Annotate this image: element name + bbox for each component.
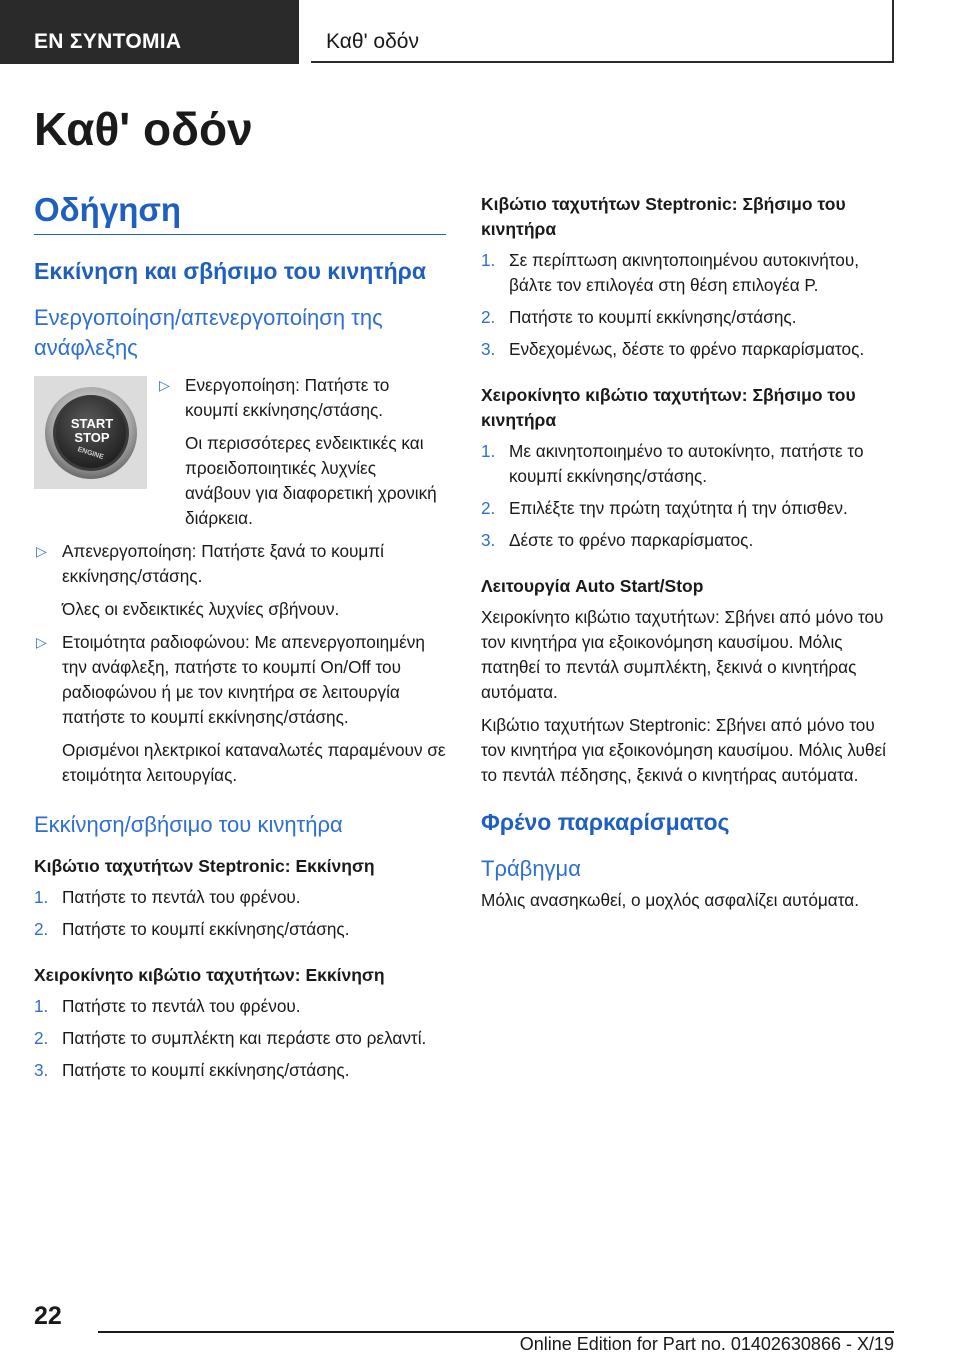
step-number: 1. [481, 441, 496, 461]
step-item [481, 305, 897, 330]
heading-pull: Τράβηγμα [481, 856, 581, 881]
step-item [481, 528, 897, 553]
bullet-text-note: Όλες οι ενδεικτικές λυχνίες σβήνουν. [62, 599, 340, 619]
step-text: Πατήστε το κουμπί εκκίνησης/στάσης. [62, 919, 350, 939]
manual-stop-steps [481, 439, 897, 553]
step-item [481, 337, 897, 362]
bullet-text-note: Ορισμένοι ηλεκτρικοί καταναλωτές παραμένουν σε ετοιμότητα λειτουργίας. [62, 740, 446, 785]
manual-start-steps [34, 994, 446, 1083]
step-item [34, 1058, 446, 1083]
step-item [481, 439, 897, 489]
heading-auto-start-stop: Λειτουργία Auto Start/Stop [481, 576, 704, 596]
ignition-bullet-list-b [34, 539, 446, 788]
step-text: Δέστε το φρένο παρκαρίσματος. [509, 530, 754, 550]
header-section-tab[interactable] [0, 0, 299, 64]
auto-start-stop-steptronic-text: Κιβώτιο ταχυτήτων Steptronic: Σβήνει από μόνο του τον κινητήρα για εξοικονόμηση καυσίμου. Μόλις λυθεί το πεντάλ πέδησης, ξεκινά ο κινητήρας αυτόματα. [481, 715, 886, 785]
step-item [34, 994, 446, 1019]
bullet-text: Ετοιμότητα ραδιοφώνου: Με απενεργοποιημένη την ανάφλεξη, πατήστε το κουμπί On/Off του ραδιοφώνου ή με τον κινητήρα σε λειτουργία πατήστε το κουμπί εκκίνησης/στάσης. [62, 632, 425, 727]
step-item [34, 885, 446, 910]
steptronic-start-steps [34, 885, 446, 942]
heading-steptronic-start: Κιβώτιο ταχυτήτων Steptronic: Εκκίνηση [34, 856, 375, 876]
bullet-triangle-icon: ▷ [159, 377, 170, 393]
bullet-triangle-icon: ▷ [36, 543, 47, 559]
heading-manual-stop: Χειροκίνητο κιβώτιο ταχυτήτων: Σβήσιμο του κινητήρα [481, 385, 856, 430]
step-text: Πατήστε το κουμπί εκκίνησης/στάσης. [62, 1060, 350, 1080]
heading-steptronic-stop: Κιβώτιο ταχυτήτων Steptronic: Σβήσιμο του κινητήρα [481, 194, 846, 239]
bullet-text: Ενεργοποίηση: Πατήστε το κουμπί εκκίνησης/στάσης. [185, 375, 390, 420]
step-text: Πατήστε το πεντάλ του φρένου. [62, 887, 301, 907]
right-column [481, 192, 897, 921]
step-text: Πατήστε το συμπλέκτη και περάστε στο ρελαντί. [62, 1028, 427, 1048]
page-number: 22 [34, 1302, 62, 1330]
step-number: 1. [34, 887, 49, 907]
step-item [481, 248, 897, 298]
heading-engine-start-stop: Εκκίνηση και σβήσιμο του κινητήρα [34, 258, 427, 284]
auto-start-stop-manual-text: Χειροκίνητο κιβώτιο ταχυτήτων: Σβήνει από μόνο του τον κινητήρα για εξοικονόμηση καυσίμου. Μόλις πατηθεί το πεντάλ συμπλέκτη, ξεκινά ο κινητήρας αυτόματα. [481, 607, 884, 702]
step-number: 3. [481, 530, 496, 550]
step-number: 2. [481, 498, 496, 518]
step-text: Επιλέξτε την πρώτη ταχύτητα ή την όπισθεν. [509, 498, 848, 518]
step-number: 3. [34, 1060, 49, 1080]
step-item [34, 1026, 446, 1051]
pull-text: Μόλις ανασηκωθεί, ο μοχλός ασφαλίζει αυτόματα. [481, 890, 860, 910]
left-column [34, 190, 446, 1090]
button-label-engine: ENGINE [76, 445, 104, 461]
step-text: Ενδεχομένως, δέστε το φρένο παρκαρίσματος. [509, 339, 865, 359]
bullet-item-deactivation [34, 539, 446, 622]
page-title: Καθ' οδόν [34, 103, 253, 155]
bullet-item-radio-ready [34, 630, 446, 788]
heading-manual-start: Χειροκίνητο κιβώτιο ταχυτήτων: Εκκίνηση [34, 965, 385, 985]
header-chapter-label: Καθ' οδόν [326, 30, 419, 53]
step-item [34, 917, 446, 942]
section-title-driving: Οδήγηση [34, 190, 446, 235]
step-number: 2. [34, 919, 49, 939]
bullet-triangle-icon: ▷ [36, 634, 47, 650]
header-chapter-tab[interactable] [311, 0, 894, 63]
step-text: Με ακινητοποιημένο το αυτοκίνητο, πατήστε το κουμπί εκκίνησης/στάσης. [509, 441, 864, 486]
footer-divider [98, 1331, 894, 1333]
header-section-label: ΕΝ ΣΥΝΤΟΜΙΑ [34, 30, 182, 53]
step-number: 1. [34, 996, 49, 1016]
step-item [481, 496, 897, 521]
ignition-block [34, 373, 446, 539]
step-text: Σε περίπτωση ακινητοποιημένου αυτοκινήτου, βάλτε τον επιλογέα στη θέση επιλογέα P. [509, 250, 860, 295]
button-label-stop: STOP [73, 429, 110, 445]
step-number: 2. [34, 1028, 49, 1048]
step-number: 1. [481, 250, 496, 270]
start-stop-button-icon [43, 385, 139, 481]
step-text: Πατήστε το κουμπί εκκίνησης/στάσης. [509, 307, 797, 327]
step-number: 2. [481, 307, 496, 327]
bullet-item-activation [157, 373, 446, 531]
ignition-bullet-list-a [157, 373, 446, 539]
steptronic-stop-steps [481, 248, 897, 362]
button-label-start: START [70, 415, 113, 431]
bullet-text: Απενεργοποίηση: Πατήστε ξανά το κουμπί εκκίνησης/στάσης. [62, 541, 385, 586]
step-text: Πατήστε το πεντάλ του φρένου. [62, 996, 301, 1016]
heading-parking-brake: Φρένο παρκαρίσματος [481, 809, 730, 835]
bullet-text-note: Οι περισσότερες ενδεικτικές και προειδοποιητικές λυχνίες ανάβουν για διαφορετική χρονική διάρκεια. [185, 433, 437, 528]
start-stop-button-image [34, 376, 147, 489]
step-number: 3. [481, 339, 496, 359]
footer-edition: Online Edition for Part no. 01402630866 - X/19 [519, 1334, 894, 1354]
heading-start-stop-engine: Εκκίνηση/σβήσιμο του κινητήρα [34, 812, 343, 837]
heading-ignition: Ενεργοποίηση/απενεργοποίηση της ανάφλεξης [34, 305, 383, 360]
